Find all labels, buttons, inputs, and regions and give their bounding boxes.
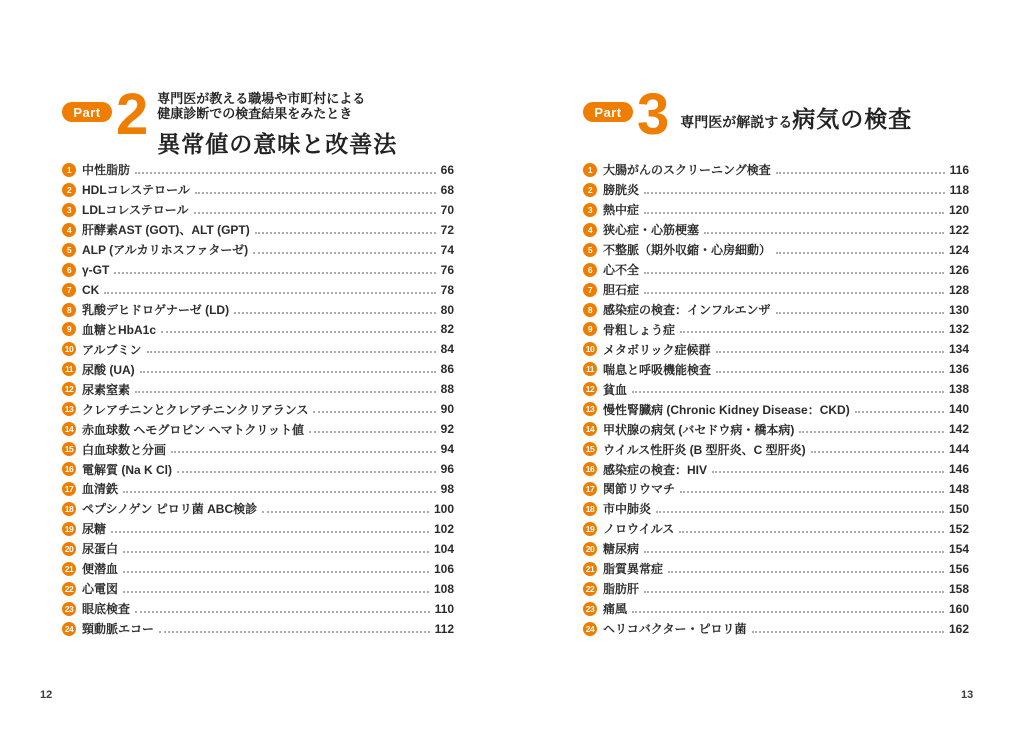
folio-right: 13 bbox=[961, 689, 974, 701]
item-page-number: 98 bbox=[440, 481, 454, 496]
toc-row bbox=[583, 439, 969, 459]
dotted-leader bbox=[194, 212, 436, 214]
item-label: 感染症の検査：HIV bbox=[603, 462, 708, 477]
item-page-number: 150 bbox=[948, 501, 969, 516]
toc-row bbox=[583, 579, 969, 599]
part-number: 3 bbox=[637, 82, 670, 147]
dotted-leader bbox=[262, 511, 429, 513]
item-label: 尿素窒素 bbox=[82, 382, 131, 397]
item-number-badge: 19 bbox=[583, 522, 597, 536]
dotted-leader bbox=[234, 312, 436, 314]
dotted-leader bbox=[123, 571, 429, 573]
item-number-badge: 23 bbox=[583, 602, 597, 616]
item-label: LDLコレステロール bbox=[82, 203, 189, 218]
toc-row bbox=[62, 180, 454, 200]
item-label: ノロウイルス bbox=[603, 522, 675, 537]
item-number-badge: 19 bbox=[62, 522, 76, 536]
item-number-badge: 24 bbox=[583, 622, 597, 636]
dotted-leader bbox=[811, 451, 944, 453]
item-label: 血糖とHbA1c bbox=[82, 322, 157, 337]
item-page-number: 132 bbox=[948, 322, 969, 337]
item-number-badge: 5 bbox=[583, 243, 597, 257]
item-label: 肝酵素AST (GOT)、ALT (GPT) bbox=[82, 223, 250, 238]
dotted-leader bbox=[104, 292, 435, 294]
item-page-number: 148 bbox=[948, 481, 969, 496]
item-label: メタボリック症候群 bbox=[603, 342, 711, 357]
item-label: 乳酸デヒドロゲナーゼ (LD) bbox=[82, 303, 230, 318]
item-page-number: 126 bbox=[948, 262, 969, 277]
item-page-number: 76 bbox=[440, 262, 454, 277]
part2-header bbox=[62, 82, 454, 159]
item-page-number: 78 bbox=[440, 282, 454, 297]
toc-row bbox=[583, 260, 969, 280]
dotted-leader bbox=[147, 351, 436, 353]
dotted-leader bbox=[644, 212, 944, 214]
item-label: 尿蛋白 bbox=[82, 542, 119, 557]
item-number-badge: 18 bbox=[583, 502, 597, 516]
toc-row bbox=[583, 200, 969, 220]
item-number-badge: 14 bbox=[583, 422, 597, 436]
dotted-leader bbox=[752, 631, 944, 633]
item-number-badge: 21 bbox=[583, 562, 597, 576]
item-label: 喘息と呼吸機能検査 bbox=[603, 362, 712, 377]
item-number-badge: 13 bbox=[583, 402, 597, 416]
item-label: 眼底検査 bbox=[82, 602, 131, 617]
item-label: 痛風 bbox=[603, 602, 628, 617]
item-label: 電解質 (Na K Cl) bbox=[82, 462, 173, 477]
toc-row bbox=[62, 539, 454, 559]
dotted-leader bbox=[644, 551, 944, 553]
item-number-badge: 8 bbox=[583, 303, 597, 317]
item-number-badge: 17 bbox=[62, 482, 76, 496]
item-page-number: 130 bbox=[948, 302, 969, 317]
dotted-leader bbox=[680, 491, 944, 493]
toc-row bbox=[583, 359, 969, 379]
item-page-number: 92 bbox=[440, 422, 454, 437]
item-number-badge: 10 bbox=[583, 342, 597, 356]
item-label: 関節リウマチ bbox=[603, 482, 676, 497]
dotted-leader bbox=[313, 411, 435, 413]
item-page-number: 96 bbox=[440, 462, 454, 477]
dotted-leader bbox=[159, 631, 430, 633]
item-page-number: 72 bbox=[440, 222, 454, 237]
item-page-number: 160 bbox=[948, 601, 969, 616]
item-number-badge: 16 bbox=[62, 462, 76, 476]
dotted-leader bbox=[656, 511, 944, 513]
item-page-number: 154 bbox=[948, 541, 969, 556]
dotted-leader bbox=[253, 252, 435, 254]
dotted-leader bbox=[309, 431, 436, 433]
part3-toc-list bbox=[583, 160, 969, 639]
item-page-number: 90 bbox=[440, 402, 454, 417]
dotted-leader bbox=[114, 272, 435, 274]
item-number-badge: 2 bbox=[583, 183, 597, 197]
item-label: クレアチニンとクレアチニンクリアランス bbox=[82, 402, 309, 417]
item-number-badge: 6 bbox=[583, 263, 597, 277]
dotted-leader bbox=[644, 591, 944, 593]
dotted-leader bbox=[255, 232, 436, 234]
folio-left: 12 bbox=[40, 689, 53, 701]
toc-row bbox=[583, 320, 969, 340]
item-page-number: 112 bbox=[434, 621, 454, 636]
dotted-leader bbox=[644, 192, 945, 194]
item-number-badge: 9 bbox=[583, 322, 597, 336]
item-label: 糖尿病 bbox=[603, 542, 640, 557]
item-label: 心不全 bbox=[603, 263, 640, 278]
item-page-number: 158 bbox=[948, 581, 969, 596]
dotted-leader bbox=[123, 591, 429, 593]
dotted-leader bbox=[680, 331, 944, 333]
part3-title: 病気の検査 bbox=[792, 106, 913, 132]
item-label: 血清鉄 bbox=[82, 482, 119, 497]
toc-row bbox=[583, 459, 969, 479]
item-label: 貧血 bbox=[603, 382, 628, 397]
dotted-leader bbox=[135, 611, 430, 613]
toc-row bbox=[62, 599, 454, 619]
toc-row bbox=[62, 160, 454, 180]
item-number-badge: 23 bbox=[62, 602, 76, 616]
dotted-leader bbox=[644, 292, 944, 294]
item-label: HDLコレステロール bbox=[82, 183, 190, 198]
part2-subtitle-line1: 専門医が教える職場や市町村による bbox=[157, 91, 366, 106]
item-number-badge: 22 bbox=[62, 582, 76, 596]
toc-row bbox=[62, 260, 454, 280]
toc-row bbox=[62, 339, 454, 359]
dotted-leader bbox=[712, 471, 944, 473]
item-number-badge: 8 bbox=[62, 303, 76, 317]
item-page-number: 116 bbox=[949, 162, 969, 177]
toc-row bbox=[583, 280, 969, 300]
dotted-leader bbox=[111, 531, 429, 533]
item-page-number: 74 bbox=[440, 242, 454, 257]
item-page-number: 94 bbox=[440, 442, 454, 457]
part3-header bbox=[583, 82, 969, 147]
item-number-badge: 16 bbox=[583, 462, 597, 476]
item-page-number: 104 bbox=[433, 541, 454, 556]
toc-row bbox=[62, 419, 454, 439]
item-page-number: 100 bbox=[433, 501, 454, 516]
toc-row bbox=[583, 619, 969, 639]
item-label: 便潜血 bbox=[82, 562, 119, 577]
dotted-leader bbox=[123, 551, 429, 553]
item-label: 白血球数と分画 bbox=[82, 442, 167, 457]
item-number-badge: 3 bbox=[62, 203, 76, 217]
toc-row bbox=[62, 320, 454, 340]
dotted-leader bbox=[135, 391, 436, 393]
dotted-leader bbox=[644, 272, 944, 274]
toc-row bbox=[62, 519, 454, 539]
item-number-badge: 21 bbox=[62, 562, 76, 576]
toc-row bbox=[62, 579, 454, 599]
item-page-number: 140 bbox=[948, 402, 969, 417]
toc-row bbox=[583, 300, 969, 320]
dotted-leader bbox=[668, 571, 944, 573]
part3-heading-text bbox=[680, 101, 912, 134]
item-label: 不整脈（期外収縮・心房細動） bbox=[603, 243, 772, 258]
item-page-number: 84 bbox=[440, 342, 454, 357]
toc-row bbox=[62, 479, 454, 499]
item-label: 頸動脈エコー bbox=[82, 622, 155, 637]
part-badge: Part bbox=[62, 102, 112, 122]
item-number-badge: 7 bbox=[583, 283, 597, 297]
toc-row bbox=[583, 160, 969, 180]
item-page-number: 86 bbox=[440, 362, 454, 377]
part2-toc-list bbox=[62, 160, 454, 639]
part2-heading-text bbox=[157, 91, 397, 159]
toc-row bbox=[62, 459, 454, 479]
toc-row bbox=[583, 240, 969, 260]
item-number-badge: 14 bbox=[62, 422, 76, 436]
item-number-badge: 12 bbox=[62, 382, 76, 396]
item-label: 尿糖 bbox=[82, 522, 107, 537]
item-page-number: 124 bbox=[948, 242, 969, 257]
item-page-number: 120 bbox=[948, 202, 969, 217]
item-label: γ-GT bbox=[82, 262, 110, 277]
item-label: ALP (アルカリホスファターゼ) bbox=[82, 243, 249, 258]
item-page-number: 134 bbox=[948, 342, 969, 357]
item-number-badge: 1 bbox=[62, 163, 76, 177]
toc-row bbox=[62, 220, 454, 240]
item-page-number: 118 bbox=[949, 182, 969, 197]
part-number: 2 bbox=[116, 82, 149, 147]
item-number-badge: 11 bbox=[583, 362, 597, 376]
toc-row bbox=[62, 280, 454, 300]
toc-row bbox=[583, 499, 969, 519]
toc-row bbox=[62, 240, 454, 260]
dotted-leader bbox=[161, 331, 436, 333]
item-number-badge: 18 bbox=[62, 502, 76, 516]
item-number-badge: 1 bbox=[583, 163, 597, 177]
item-number-badge: 20 bbox=[62, 542, 76, 556]
toc-row bbox=[583, 180, 969, 200]
item-label: 胆石症 bbox=[603, 283, 640, 298]
item-label: 赤血球数 ヘモグロビン ヘマトクリット値 bbox=[82, 422, 304, 437]
item-label: ペプシノゲン ピロリ菌 ABC検診 bbox=[82, 502, 258, 517]
dotted-leader bbox=[776, 312, 944, 314]
toc-row bbox=[62, 200, 454, 220]
toc-row bbox=[62, 499, 454, 519]
item-page-number: 152 bbox=[948, 521, 969, 536]
dotted-leader bbox=[776, 172, 945, 174]
part2-subtitle-line2: 健康診断での検査結果をみたとき bbox=[157, 106, 353, 121]
dotted-leader bbox=[716, 351, 944, 353]
toc-row bbox=[583, 339, 969, 359]
item-number-badge: 10 bbox=[62, 342, 76, 356]
item-label: 脂肪肝 bbox=[603, 582, 640, 597]
item-label: 尿酸 (UA) bbox=[82, 362, 135, 377]
item-page-number: 106 bbox=[433, 561, 454, 576]
toc-row bbox=[583, 479, 969, 499]
item-label: 膀胱炎 bbox=[603, 183, 640, 198]
item-number-badge: 9 bbox=[62, 322, 76, 336]
dotted-leader bbox=[140, 371, 436, 373]
right-page bbox=[583, 82, 969, 637]
item-number-badge: 3 bbox=[583, 203, 597, 217]
item-label: アルブミン bbox=[82, 342, 142, 357]
item-label: CK bbox=[82, 282, 100, 297]
item-number-badge: 4 bbox=[583, 223, 597, 237]
item-label: 市中肺炎 bbox=[603, 502, 652, 517]
item-number-badge: 4 bbox=[62, 223, 76, 237]
item-page-number: 108 bbox=[433, 581, 454, 596]
left-page bbox=[62, 82, 454, 637]
dotted-leader bbox=[855, 411, 944, 413]
item-label: 狭心症・心筋梗塞 bbox=[603, 223, 700, 238]
toc-row bbox=[62, 300, 454, 320]
item-page-number: 128 bbox=[948, 282, 969, 297]
item-page-number: 102 bbox=[433, 521, 454, 536]
item-page-number: 110 bbox=[434, 601, 454, 616]
item-page-number: 138 bbox=[948, 382, 969, 397]
item-label: 脂質異常症 bbox=[603, 562, 664, 577]
item-label: ウイルス性肝炎 (B 型肝炎、C 型肝炎) bbox=[603, 442, 806, 457]
item-page-number: 68 bbox=[440, 182, 454, 197]
item-number-badge: 24 bbox=[62, 622, 76, 636]
toc-row bbox=[583, 379, 969, 399]
item-page-number: 70 bbox=[440, 202, 454, 217]
item-page-number: 88 bbox=[440, 382, 454, 397]
item-label: ヘリコバクター・ピロリ菌 bbox=[603, 622, 747, 637]
item-page-number: 144 bbox=[948, 442, 969, 457]
part3-subtitle: 専門医が解説する bbox=[680, 114, 793, 130]
dotted-leader bbox=[632, 391, 944, 393]
item-page-number: 80 bbox=[440, 302, 454, 317]
dotted-leader bbox=[195, 192, 436, 194]
item-label: 慢性腎臓病 (Chronic Kidney Disease：CKD) bbox=[603, 402, 850, 417]
part2-title: 異常値の意味と改善法 bbox=[157, 131, 398, 157]
item-page-number: 66 bbox=[440, 162, 454, 177]
dotted-leader bbox=[799, 431, 944, 433]
toc-row bbox=[583, 559, 969, 579]
dotted-leader bbox=[632, 611, 944, 613]
item-number-badge: 15 bbox=[583, 442, 597, 456]
item-label: 大腸がんのスクリーニング検査 bbox=[603, 163, 771, 178]
item-number-badge: 6 bbox=[62, 263, 76, 277]
toc-row bbox=[62, 619, 454, 639]
item-number-badge: 2 bbox=[62, 183, 76, 197]
toc-row bbox=[583, 599, 969, 619]
dotted-leader bbox=[679, 531, 944, 533]
toc-row bbox=[62, 439, 454, 459]
toc-row bbox=[583, 220, 969, 240]
item-number-badge: 12 bbox=[583, 382, 597, 396]
item-number-badge: 17 bbox=[583, 482, 597, 496]
dotted-leader bbox=[704, 232, 944, 234]
toc-row bbox=[583, 539, 969, 559]
toc-row bbox=[583, 419, 969, 439]
toc-row bbox=[62, 559, 454, 579]
item-number-badge: 11 bbox=[62, 362, 76, 376]
dotted-leader bbox=[177, 471, 436, 473]
item-number-badge: 7 bbox=[62, 283, 76, 297]
item-page-number: 146 bbox=[948, 462, 969, 477]
toc-row bbox=[62, 379, 454, 399]
item-page-number: 136 bbox=[948, 362, 969, 377]
toc-row bbox=[62, 359, 454, 379]
dotted-leader bbox=[776, 252, 944, 254]
dotted-leader bbox=[135, 172, 436, 174]
toc-row bbox=[62, 399, 454, 419]
item-number-badge: 15 bbox=[62, 442, 76, 456]
part-badge: Part bbox=[583, 102, 633, 122]
dotted-leader bbox=[171, 451, 436, 453]
item-number-badge: 5 bbox=[62, 243, 76, 257]
item-number-badge: 22 bbox=[583, 582, 597, 596]
item-number-badge: 20 bbox=[583, 542, 597, 556]
item-label: 甲状腺の病気 (バセドウ病・橋本病) bbox=[603, 422, 795, 437]
dotted-leader bbox=[716, 371, 944, 373]
item-page-number: 162 bbox=[948, 621, 969, 636]
dotted-leader bbox=[123, 491, 436, 493]
toc-row bbox=[583, 399, 969, 419]
item-page-number: 82 bbox=[440, 322, 454, 337]
item-number-badge: 13 bbox=[62, 402, 76, 416]
toc-row bbox=[583, 519, 969, 539]
item-label: 熱中症 bbox=[603, 203, 640, 218]
item-label: 心電図 bbox=[82, 582, 119, 597]
item-page-number: 142 bbox=[948, 422, 969, 437]
item-page-number: 156 bbox=[948, 561, 969, 576]
item-label: 中性脂肪 bbox=[82, 163, 131, 178]
item-label: 感染症の検査：インフルエンザ bbox=[603, 303, 771, 318]
item-page-number: 122 bbox=[948, 222, 969, 237]
item-label: 骨粗しょう症 bbox=[603, 322, 676, 337]
